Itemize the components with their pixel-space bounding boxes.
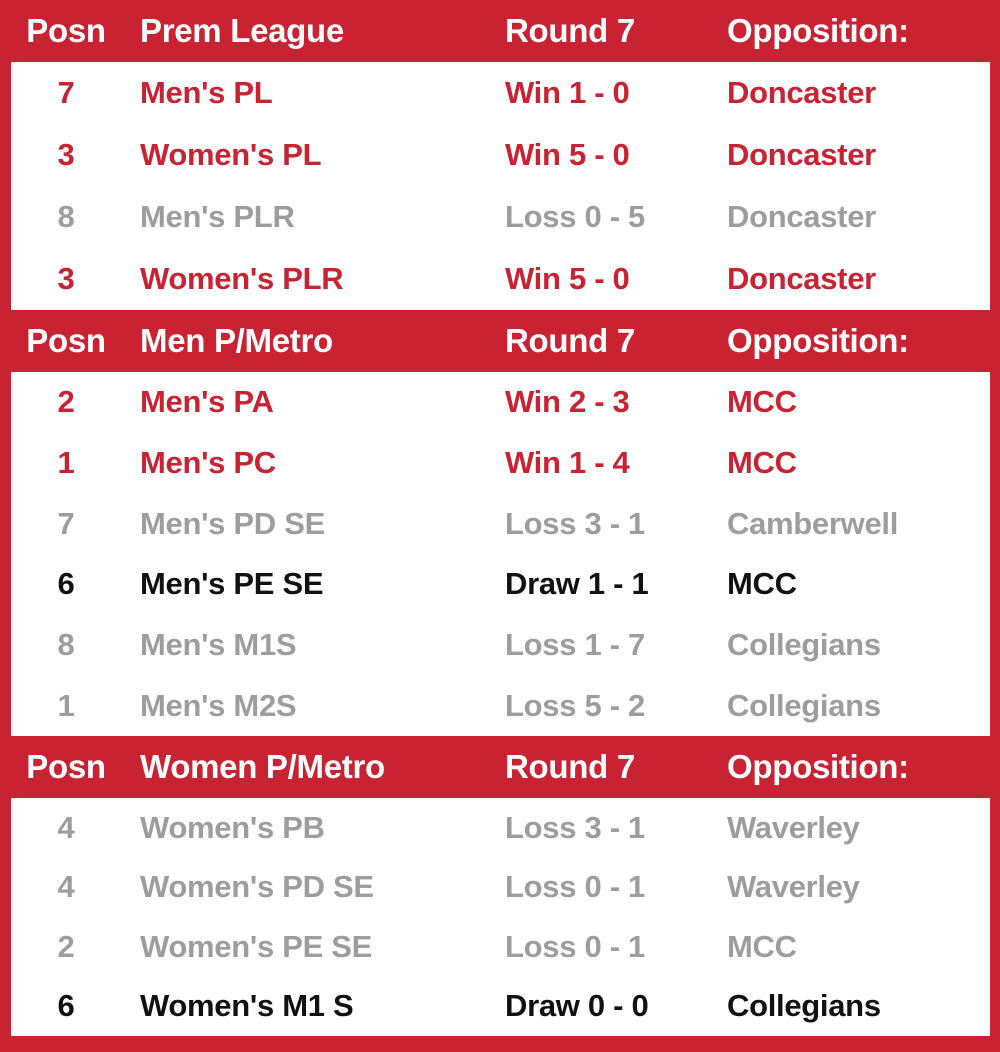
result-row — [11, 62, 990, 124]
header-opposition-label: Opposition: — [727, 322, 909, 359]
header-round-label: Round 7 — [505, 748, 635, 785]
bottom-border-strip — [0, 1036, 1000, 1052]
position-cell: 6 — [57, 988, 75, 1024]
team-cell: Women's PE SE — [140, 928, 373, 964]
result-row — [11, 675, 990, 736]
team-cell: Men's PA — [140, 384, 274, 420]
header-round-label: Round 7 — [505, 322, 635, 359]
opposition-cell: Doncaster — [727, 75, 876, 110]
result-cell: Win 5 - 0 — [505, 261, 630, 296]
section-rows — [11, 798, 990, 1036]
result-row — [11, 917, 990, 977]
team-cell: Men's PLR — [140, 199, 295, 234]
header-posn-label: Posn — [26, 12, 106, 49]
position-cell: 8 — [57, 199, 75, 234]
section-rows — [11, 62, 990, 310]
result-row — [11, 248, 990, 310]
position-cell: 6 — [57, 566, 75, 602]
opposition-cell: Waverley — [727, 869, 860, 905]
section-header-band — [0, 310, 1000, 372]
position-cell: 3 — [57, 261, 75, 296]
result-row — [11, 493, 990, 554]
team-cell: Women's PLR — [140, 261, 344, 296]
header-competition-label: Women P/Metro — [140, 748, 385, 785]
result-row — [11, 615, 990, 676]
position-cell: 7 — [57, 75, 75, 110]
header-opposition-label: Opposition: — [727, 748, 909, 785]
team-cell: Men's PD SE — [140, 505, 325, 541]
header-competition-label: Men P/Metro — [140, 322, 333, 359]
position-cell: 7 — [57, 505, 75, 541]
position-cell: 2 — [57, 928, 75, 964]
result-cell: Loss 3 - 1 — [505, 505, 645, 541]
result-row — [11, 977, 990, 1037]
result-cell: Loss 1 - 7 — [505, 627, 645, 663]
result-row — [11, 858, 990, 918]
result-cell: Loss 3 - 1 — [505, 809, 645, 845]
opposition-cell: MCC — [727, 445, 797, 480]
position-cell: 4 — [57, 869, 75, 905]
opposition-cell: Waverley — [727, 809, 860, 845]
section-rows — [11, 372, 990, 736]
position-cell: 1 — [57, 445, 75, 480]
position-cell: 3 — [57, 137, 75, 172]
result-cell: Win 2 - 3 — [505, 384, 630, 420]
header-posn-label: Posn — [26, 322, 106, 359]
result-cell: Win 5 - 0 — [505, 137, 630, 172]
result-cell: Loss 0 - 1 — [505, 869, 645, 905]
position-cell: 4 — [57, 809, 75, 845]
position-cell: 2 — [57, 384, 75, 420]
result-cell: Loss 0 - 1 — [505, 928, 645, 964]
opposition-cell: Camberwell — [727, 505, 899, 541]
header-round-label: Round 7 — [505, 12, 635, 49]
opposition-cell: Doncaster — [727, 137, 876, 172]
section-header-band — [0, 736, 1000, 798]
opposition-cell: MCC — [727, 566, 797, 602]
result-cell: Draw 1 - 1 — [505, 566, 649, 602]
header-opposition-label: Opposition: — [727, 12, 909, 49]
opposition-cell: Collegians — [727, 687, 881, 723]
opposition-cell: Doncaster — [727, 261, 876, 296]
opposition-cell: MCC — [727, 928, 797, 964]
header-competition-label: Prem League — [140, 12, 344, 49]
team-cell: Women's PD SE — [140, 869, 374, 905]
team-cell: Men's PC — [140, 445, 276, 480]
result-cell: Draw 0 - 0 — [505, 988, 649, 1024]
result-cell: Win 1 - 0 — [505, 75, 630, 110]
opposition-cell: Collegians — [727, 988, 881, 1024]
result-cell: Loss 5 - 2 — [505, 687, 645, 723]
position-cell: 8 — [57, 627, 75, 663]
result-row — [11, 433, 990, 494]
team-cell: Men's PE SE — [140, 566, 324, 602]
team-cell: Women's M1 S — [140, 988, 354, 1024]
team-cell: Men's M1S — [140, 627, 297, 663]
result-row — [11, 554, 990, 615]
team-cell: Women's PL — [140, 137, 322, 172]
team-cell: Women's PB — [140, 809, 325, 845]
result-cell: Win 1 - 4 — [505, 445, 630, 480]
result-cell: Loss 0 - 5 — [505, 199, 645, 234]
result-row — [11, 186, 990, 248]
header-posn-label: Posn — [26, 748, 106, 785]
result-row — [11, 124, 990, 186]
opposition-cell: MCC — [727, 384, 797, 420]
result-row — [11, 798, 990, 858]
opposition-cell: Doncaster — [727, 199, 876, 234]
team-cell: Men's PL — [140, 75, 273, 110]
result-row — [11, 372, 990, 433]
team-cell: Men's M2S — [140, 687, 297, 723]
position-cell: 1 — [57, 687, 75, 723]
section-header-band — [0, 0, 1000, 62]
opposition-cell: Collegians — [727, 627, 881, 663]
